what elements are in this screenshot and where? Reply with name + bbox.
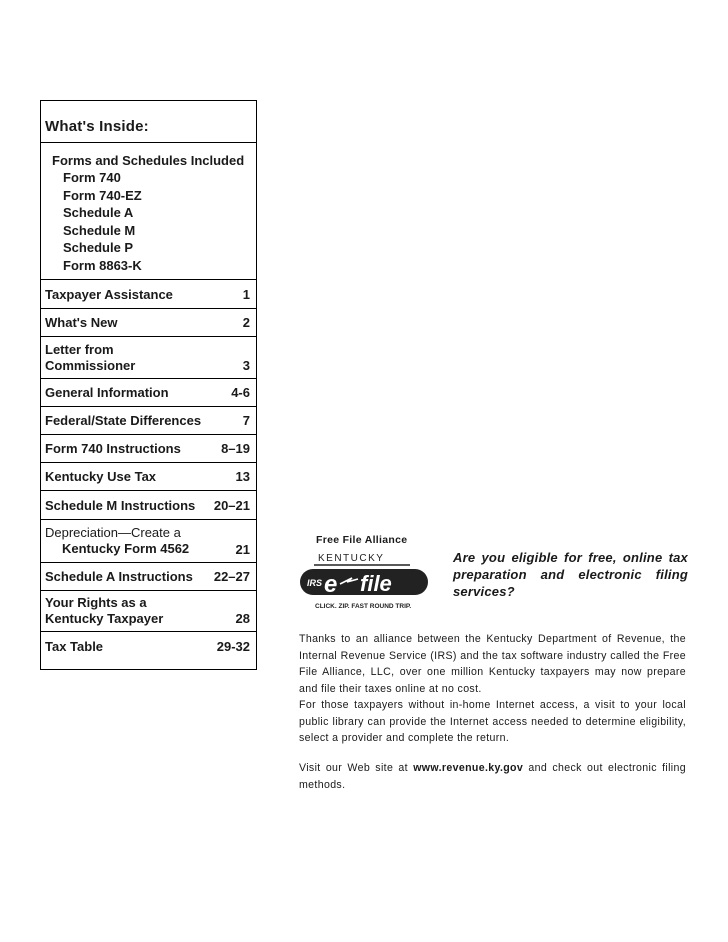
toc-row — [41, 463, 256, 491]
toc-label: Schedule A Instructions — [45, 569, 193, 584]
toc-label: Kentucky Use Tax — [45, 469, 157, 484]
toc-label-line: Letter from — [45, 342, 114, 357]
toc-row — [41, 591, 256, 632]
kentucky-efile-logo — [300, 548, 428, 612]
toc-row — [41, 379, 256, 407]
toc-label — [45, 342, 135, 374]
toc-page: 2 — [242, 315, 250, 330]
form-item: Form 740 — [63, 170, 121, 185]
promo-heading: Are you eligible for free, online tax preparation and electronic filing services? — [453, 550, 688, 599]
toc-label — [45, 595, 163, 627]
toc-label-line: Kentucky Taxpayer — [45, 611, 164, 626]
toc-page: 4-6 — [231, 385, 250, 400]
toc-label: General Information — [45, 385, 169, 400]
toc-label: Tax Table — [45, 639, 104, 654]
form-item: Form 740-EZ — [63, 187, 142, 203]
body-text-segment: Visit our Web site at — [299, 762, 414, 774]
form-item: Schedule M — [63, 222, 136, 238]
logo-e-text: e — [324, 571, 338, 598]
toc-page: 20–21 — [213, 498, 250, 513]
toc-label — [45, 525, 189, 557]
free-file-alliance-label: Free File Alliance — [316, 534, 408, 546]
body-paragraph: Thanks to an alliance between the Kentucky Department of Revenue, the Internal Revenue Service (IRS) and the tax software industry called the Free File Alliance, LLC, over one million Kentucky taxpayers may now prepare and file their taxes online at no cost. — [299, 633, 686, 695]
toc-title: What's Inside: — [41, 101, 256, 143]
toc-row — [41, 563, 256, 591]
form-item: Form 8863-K — [63, 257, 142, 273]
toc-label: Schedule M Instructions — [45, 498, 196, 513]
toc-row — [41, 407, 256, 435]
toc-label: What's New — [45, 315, 118, 330]
body-paragraph: For those taxpayers without in-home Internet access, a visit to your local public library can provide the Internet access needed to determine eligibility, select a provider and complete the return. — [299, 699, 686, 744]
toc-row — [41, 280, 256, 309]
toc-label-line: Your Rights as a — [45, 595, 147, 610]
toc-page: 29-32 — [216, 639, 250, 654]
logo-tagline-text: CLICK. ZIP. FAST ROUND TRIP. — [315, 603, 412, 610]
toc-page: 28 — [235, 611, 250, 626]
toc-page: 8–19 — [221, 441, 250, 456]
toc-page: 7 — [242, 413, 250, 428]
form-item: Schedule A — [63, 205, 134, 220]
toc-label-line: Depreciation—Create a — [45, 525, 181, 540]
toc-page: 22–27 — [213, 569, 250, 584]
table-of-contents — [40, 100, 257, 670]
toc-page: 21 — [235, 542, 250, 557]
toc-page: 13 — [235, 469, 250, 484]
form-item: Schedule P — [63, 240, 134, 255]
toc-row — [41, 337, 256, 379]
toc-page: 3 — [242, 358, 250, 373]
forms-list — [41, 143, 256, 280]
website-link[interactable]: www.revenue.ky.gov — [413, 762, 524, 774]
toc-label: Federal/State Differences — [45, 413, 202, 428]
body-paragraph — [299, 760, 686, 793]
toc-label-line: Commissioner — [45, 358, 136, 373]
toc-row — [41, 491, 256, 520]
body-text-segment: and check out electronic filing methods. — [299, 762, 686, 791]
toc-label: Taxpayer Assistance — [45, 287, 173, 302]
logo-file-text: file — [360, 571, 392, 596]
toc-label: Form 740 Instructions — [45, 441, 181, 456]
toc-row — [41, 632, 256, 662]
toc-row — [41, 520, 256, 563]
toc-page: 1 — [242, 287, 250, 302]
toc-row — [41, 435, 256, 463]
logo-irs-text: IRS — [307, 578, 323, 588]
logo-state-text: KENTUCKY — [318, 553, 385, 564]
toc-label-line: Kentucky Form 4562 — [62, 541, 190, 556]
forms-title: Forms and Schedules Included — [52, 153, 245, 168]
toc-row — [41, 309, 256, 337]
